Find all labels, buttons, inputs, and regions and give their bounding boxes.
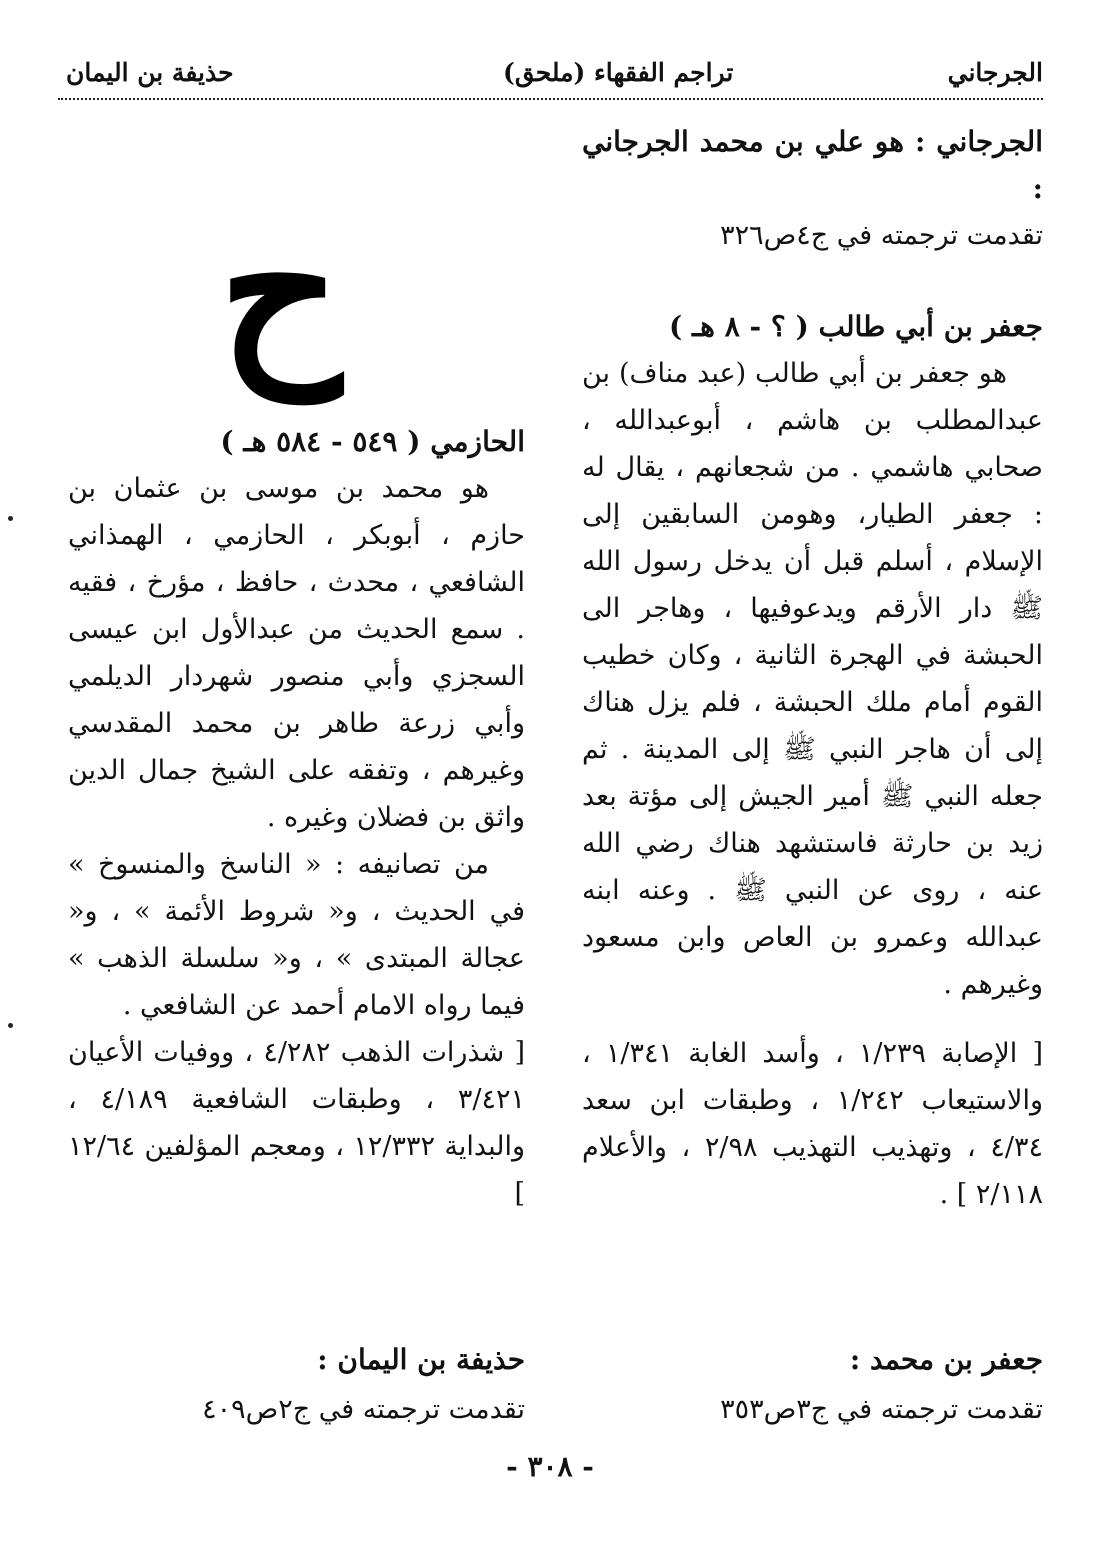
running-header xyxy=(58,52,1043,100)
entry-title-hudhayfa: حذيفة بن اليمان : xyxy=(317,1343,525,1376)
header-left-entry: حذيفة بن اليمان xyxy=(66,58,234,87)
header-right-entry: الجرجاني xyxy=(947,58,1043,87)
left-column xyxy=(68,418,525,1217)
header-book-title: (ملحق) تراجم الفقهاء xyxy=(503,58,734,87)
entry-sources-hazimi: [ شذرات الذهب ٤/٢٨٢ ، ووفيات الأعيان ٣/٤٢١ ، وطبقات الشافعية ٤/١٨٩ ، والبداية ١٢/٣٣٢ ، ومعجم المؤلفين ١٢/٦٤ ] xyxy=(68,1037,525,1209)
section-letter-ha: ح xyxy=(218,178,342,401)
page-number: - ٣٠٨ - xyxy=(506,1450,594,1483)
entry-title-jafar-ibn-muhammad: جعفر بن محمد : xyxy=(849,1343,1043,1376)
entry-works-hazimi: من تصانيفه : « الناسخ والمنسوخ » في الحديث ، و« شروط الأئمة » ، و« عجالة المبتدى » ، و« سلسلة الذهب » فيما رواه الامام أحمد عن الشافعي . xyxy=(68,849,525,1021)
entry-title-jafar-ibn-abi-talib: جعفر بن أبي طالب ( ؟ - ٨ هـ ) xyxy=(668,310,1043,343)
entry-ref-jafar-ibn-muhammad: تقدمت ترجمته في ج٣ص٣٥٣ xyxy=(720,1394,1043,1425)
entry-ref-hudhayfa: تقدمت ترجمته في ج٢ص٤٠٩ xyxy=(202,1394,525,1425)
entry-body-jafar-ibn-abi-talib: هو جعفر بن أبي طالب (عبد مناف) بن عبدالمطلب بن هاشم ، أبوعبدالله ، صحابي هاشمي . من شجعانهم ، يقال له : جعفر الطيار، وهومن السابقين إلى الإسلام ، أسلم قبل أن يدخل رسول الله ﷺ دار الأرقم ويدعوفيها ، وهاجر الى الحبشة في الهجرة الثانية ، وكان خطيب القوم أمام ملك الحبشة ، فلم يزل هناك إلى أن هاجر النبي ﷺ إلى المدينة . ثم جعله النبي ﷺ أمير الجيش إلى مؤتة بعد زيد بن حارثة فاستشهد هناك رضي الله عنه ، روى عن النبي ﷺ . وعنه ابنه عبدالله وعمرو بن العاص وابن مسعود وغيرهم . xyxy=(582,358,1043,1000)
entry-jafar-ibn-muhammad xyxy=(700,1335,1043,1435)
entry-sources-jafar-ibn-abi-talib: [ الإصابة ١/٢٣٩ ، وأسد الغابة ١/٣٤١ ، والاستيعاب ١/٢٤٢ ، وطبقات ابن سعد ٤/٣٤ ، وتهذيب التهذيب ٢/٩٨ ، والأعلام ٢/١١٨ ] . xyxy=(582,1038,1043,1210)
entry-hudhayfa xyxy=(200,1335,525,1435)
scan-margin-mark xyxy=(8,516,13,521)
entry-title-jurjani: الجرجاني : هو علي بن محمد الجرجاني : xyxy=(582,125,1043,205)
entry-body-hazimi: هو محمد بن موسى بن عثمان بن حازم ، أبوبكر ، الحازمي ، الهمذاني الشافعي ، محدث ، حافظ ، مؤرخ ، فقيه . سمع الحديث من عبدالأول ابن عيسى السجزي وأبي منصور شهردار الديلمي وأبي زرعة طاهر بن محمد المقدسي وغيرهم ، وتفقه على الشيخ جمال الدين واثق بن فضلان وغيره . xyxy=(68,473,525,833)
right-column xyxy=(582,118,1043,1218)
entry-title-hazimi: الحازمي ( ٥٤٩ - ٥٨٤ هـ ) xyxy=(220,425,525,458)
entry-ref-jurjani: تقدمت ترجمته في ج٤ص٣٢٦ xyxy=(720,220,1043,251)
scan-margin-mark xyxy=(8,1023,13,1028)
